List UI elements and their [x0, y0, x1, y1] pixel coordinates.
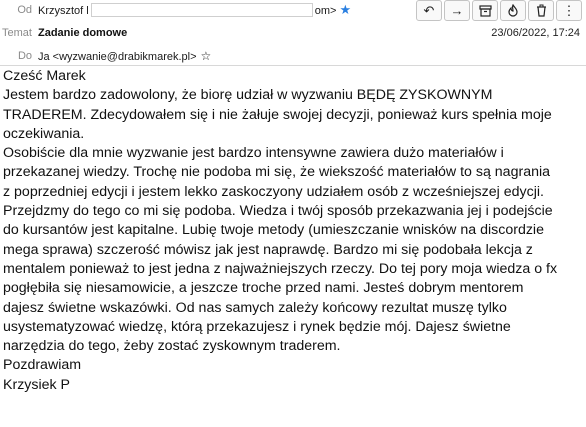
reply-icon: ↶	[423, 2, 435, 18]
sender-address-suffix[interactable]: om>	[314, 5, 337, 17]
body-paragraph-1: Jestem bardzo zadowolony, że biorę udział w wyzwaniu BĘDĘ ZYSKOWNYM TRADEREM. Zdecydowałem się i nie żałuje swojej decyzji, ponieważ kurs spełnia moje oczekiwania.	[3, 87, 552, 142]
more-icon: ⋮	[562, 2, 576, 18]
forward-icon: →	[450, 3, 464, 18]
junk-button[interactable]	[500, 0, 526, 21]
star-filled-icon[interactable]: ★	[339, 2, 352, 17]
flame-icon	[507, 4, 519, 17]
redacted-address-box	[91, 3, 313, 17]
forward-button[interactable]	[444, 0, 470, 21]
to-label: Do	[17, 50, 32, 62]
more-button[interactable]	[556, 0, 582, 21]
recipient[interactable]	[38, 46, 211, 67]
reply-button[interactable]	[416, 0, 442, 21]
recipient-address[interactable]: Ja <wyzwanie@drabikmarek.pl>	[38, 51, 197, 63]
subject: Zadanie domowe	[38, 27, 128, 39]
star-outline-icon[interactable]: ☆	[200, 49, 212, 63]
sender[interactable]	[38, 0, 351, 21]
archive-icon	[479, 5, 492, 17]
greeting: Cześć Marek	[3, 68, 86, 84]
from-label: Od	[17, 4, 32, 16]
body-paragraph-2: Osobiście dla mnie wyzwanie jest bardzo intensywne zawiera dużo materiałów i przekazanej wiedzy. Trochę nie podoba mi się, że wiekszość materiałów to są nagrania z poprzedniej edycji i jestem lekko zaskoczyony udziałem osób z wcześniejszej edycji. Przejdzmy do tego co mi się podoba. Wiedza i twój sposób przekazwania jej i podejście do kursantów jest kapitalne. Lubię twoje metody (umieszczanie wnisków na discordzie mega sprawa) szczerość mówisz jak jest naprawdę. Bardzo mi się podobała lekcja z mentalem ponieważ to jest jedna z najważniejszych rzeczy. Do tej pory moja wiedza o fx pogłębiła się niesamowicie, a jeszcze troche przed nami. Jesteś dobrym mentorem dajesz świetne wskazówki. Od nas samych zależy końcowy rezultat muszę tylko usystematyzować wiedzę, którą przekazujesz i rynek będzie mój. Dajesz świetne narzędzia do tego, żeby zostać zyskownym traderem.	[3, 145, 558, 355]
archive-button[interactable]	[472, 0, 498, 21]
closing: Pozdrawiam	[3, 357, 82, 374]
message-header	[0, 0, 586, 66]
signature: Krzysiek P	[3, 376, 71, 393]
subject-label: Temat	[2, 27, 32, 39]
trash-icon	[536, 4, 547, 17]
delete-button[interactable]	[528, 0, 554, 21]
sender-name[interactable]: Krzysztof l	[38, 5, 89, 17]
message-toolbar	[414, 0, 582, 21]
message-date: 23/06/2022, 17:24	[491, 27, 580, 39]
message-body	[3, 67, 585, 395]
